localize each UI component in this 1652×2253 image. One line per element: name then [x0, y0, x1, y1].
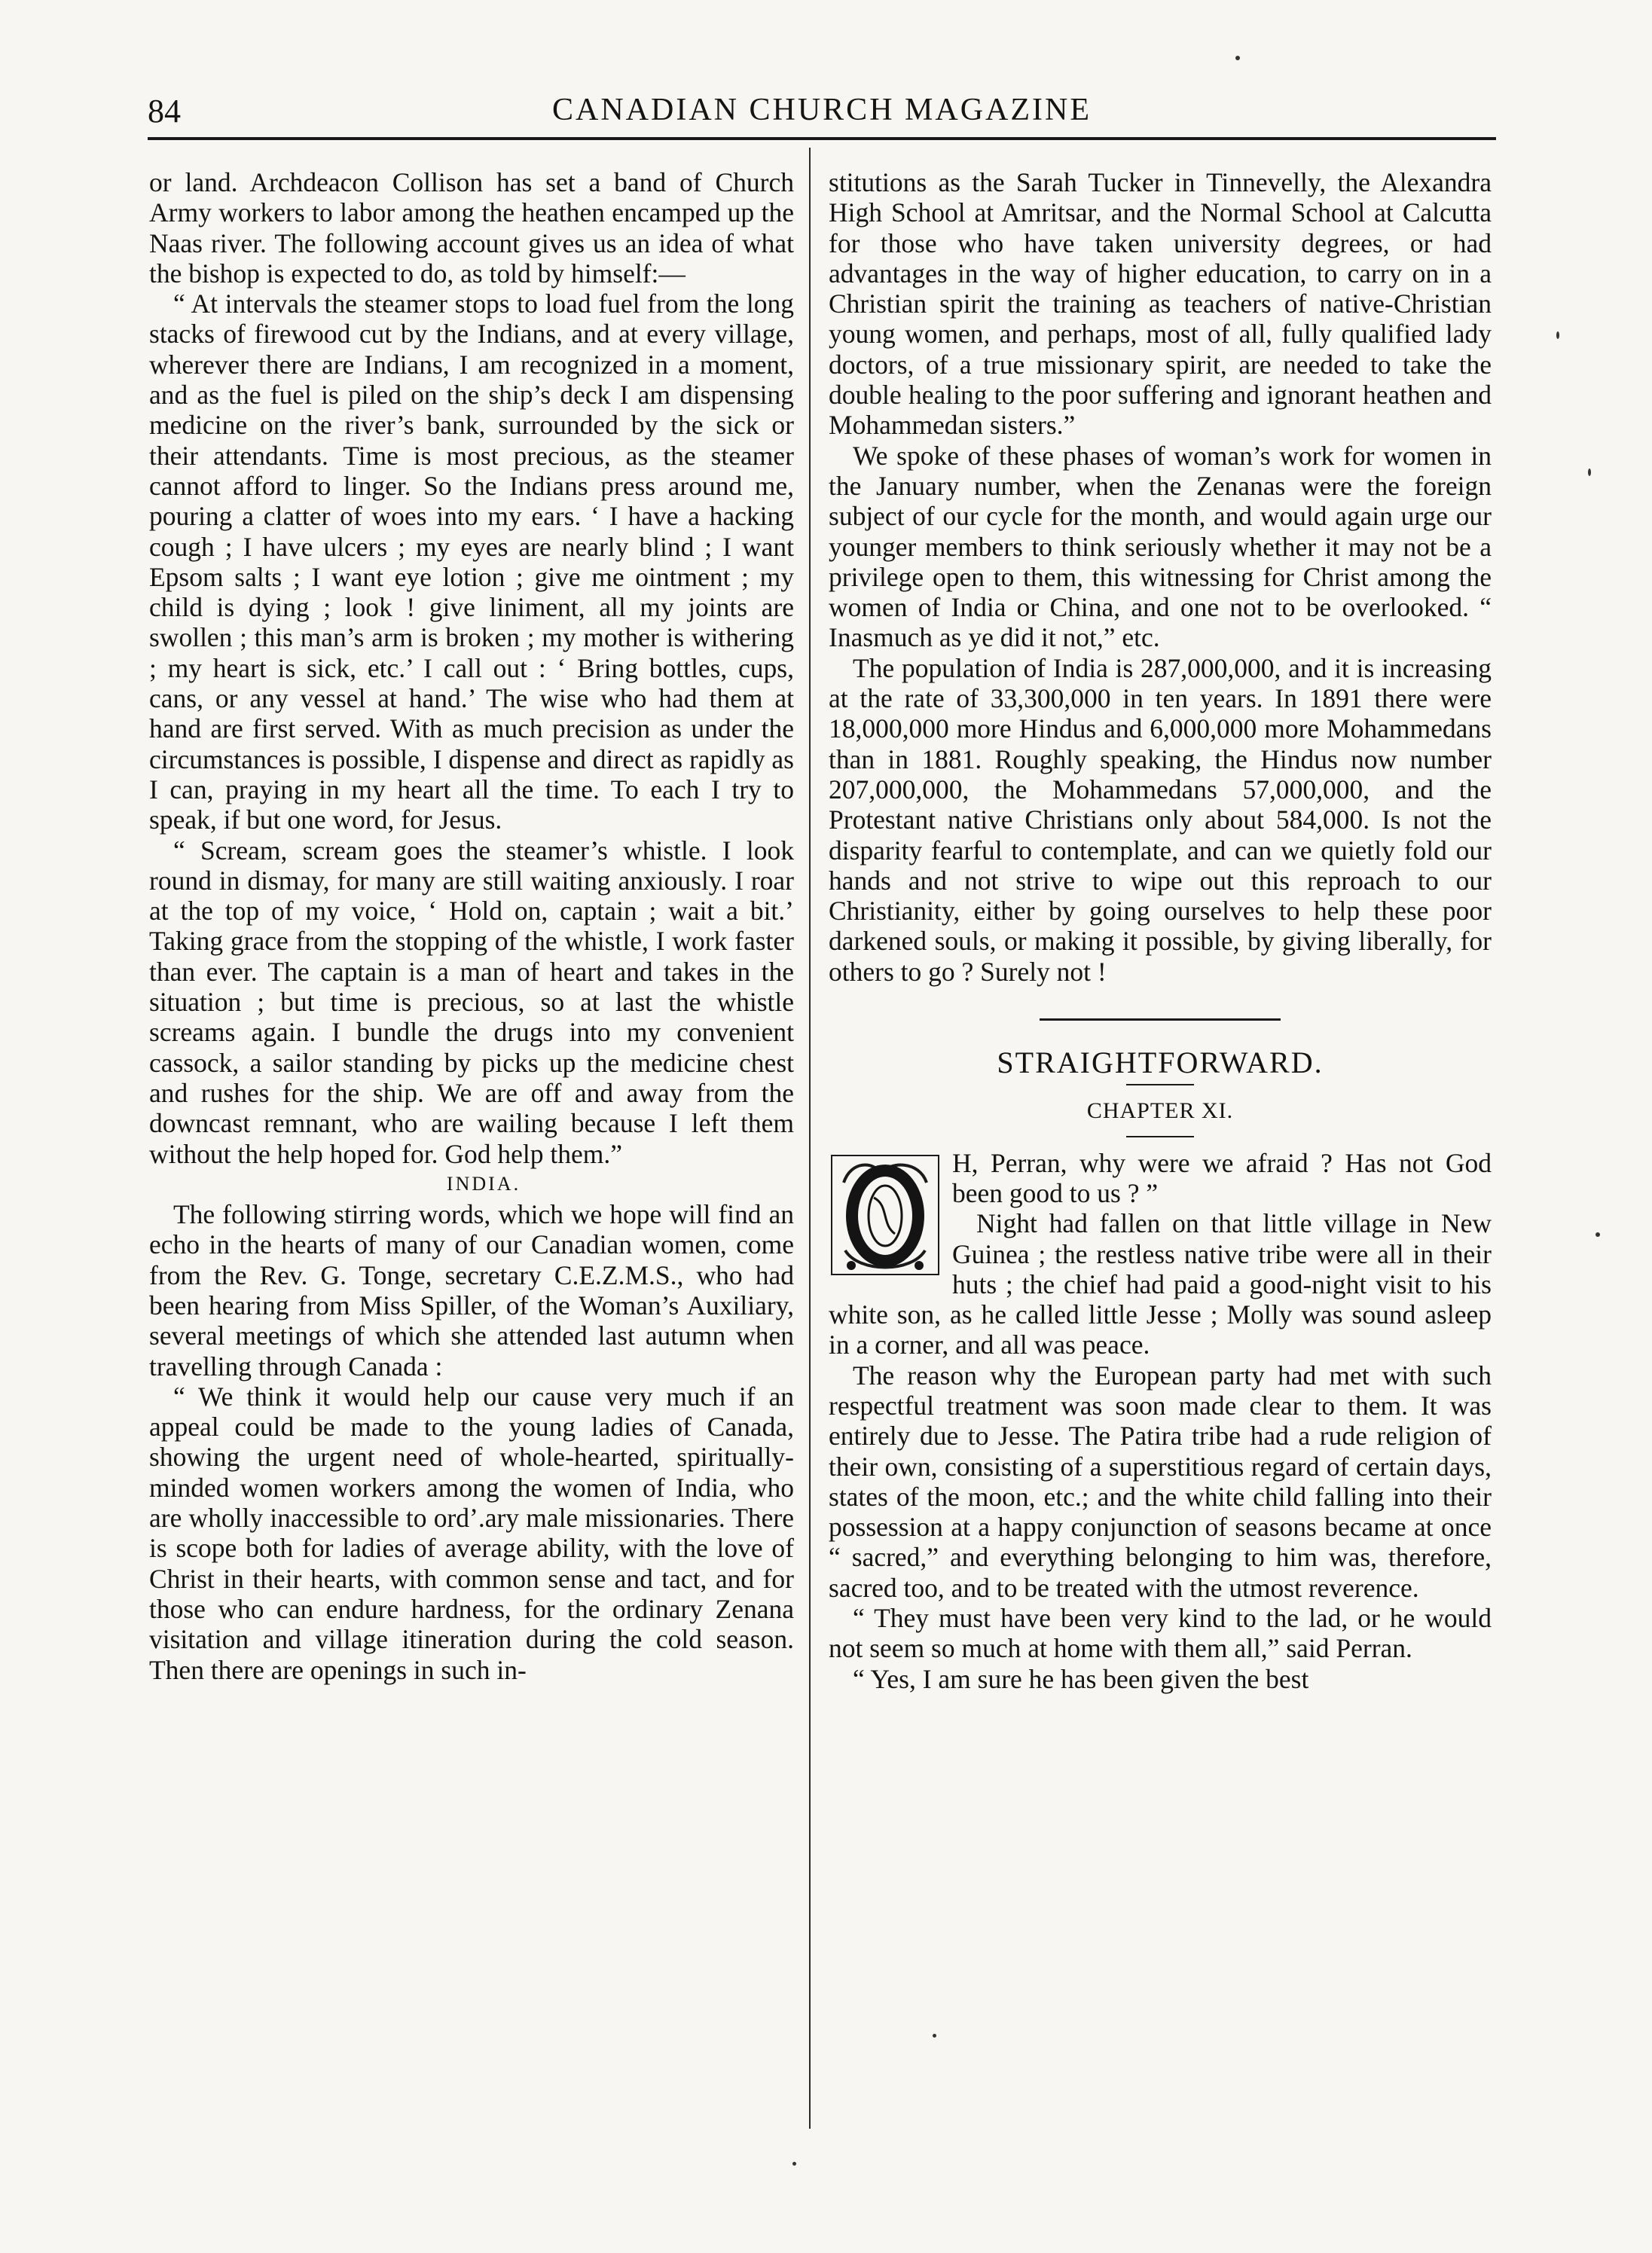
running-title: CANADIAN CHURCH MAGAZINE	[552, 93, 1092, 127]
chapter-rule	[1126, 1136, 1194, 1137]
page-number: 84	[148, 93, 181, 130]
chapter-heading: CHAPTER XI.	[1086, 1098, 1234, 1124]
paragraph: or land. Archdeacon Collison has set a band of Church Army workers to labor among the heathen encamped up the Naas river. The following account gives us an idea of what the bishop is expected to do, as told by himself:—	[149, 167, 794, 288]
scan-speck	[1596, 1232, 1600, 1237]
paragraph: “ We think it would help our cause very much if an appeal could be made to the young ladies of Canada, showing the urgent need of whole-hearted, spiritually-minded women workers among the women of India, who are wholly inaccessible to ord’.ary male missionaries. There is scope both for ladies of average ability, with the love of Christ in their hearts, with common sense and tact, and for those who can endure hardness, for the ordinary Zenana visitation and village itineration during the cold season. Then there are openings in such in-	[149, 1381, 794, 1685]
header-rule	[148, 137, 1496, 140]
paragraph: We spoke of these phases of woman’s work for women in the January number, when the Zenanas were the foreign subject of our cycle for the month, and would again urge our younger members to think seriously whether it may not be a privilege open to them, this witnessing for Christ among the women of India or China, and one not to be overlooked. “ Inasmuch as ye did it not,” etc.	[829, 440, 1492, 653]
story-title: STRAIGHTFORWARD.	[997, 1046, 1324, 1080]
page-header	[148, 89, 1496, 142]
paragraph: “ At intervals the steamer stops to load fuel from the long stacks of firewood cut by the Indians, and at every village, wherever there are Indians, I am recognized in a moment, and as the fuel is piled on the ship’s deck I am dispensing medicine on the river’s bank, surrounded by the sick or their attendants. Time is most precious, as the steamer cannot afford to linger. So the Indians press around me, pouring a clatter of woes into my ears. ‘ I have a hacking cough ; I have ulcers ; my eyes are nearly blind ; I want Epsom salts ; I want eye lotion ; give me ointment ; my child is dying ; look ! give liniment, all my joints are swollen ; this man’s arm is broken ; my mother is withering ; my heart is sick, etc.’ I call out : ‘ Bring bottles, cups, cans, or any vessel at hand.’ The wise who had them at hand are first served. With as much precision as under the circumstances is possible, I dispense and direct as rapidly as I can, praying in my heart all the time. To each I try to speak, if but one word, for Jesus.	[149, 288, 794, 835]
scan-speck	[1588, 469, 1591, 476]
paragraph: The population of India is 287,000,000, and it is increasing at the rate of 33,300,000 in ten years. In 1891 there were 18,000,000 more Hindus and 6,000,000 more Mohammedans than in 1881. Roughly speaking, the Hindus now number 207,000,000, the Mohammedans 57,000,000, and the Protestant native Christians only about 584,000. Is not the disparity fearful to contemplate, and can we quietly fold our hands and not strive to wipe out this reproach to our Christianity, either by going ourselves to help these poor darkened souls, or making it possible, by giving liberally, for others to go ? Surely not !	[829, 652, 1492, 987]
scan-speck	[1235, 56, 1240, 60]
paragraph: Night had fallen on that little village in New Guinea ; the restless native tribe were all in their huts ; the chief had paid a good-night visit to his white son, as he called little Jesse ; Molly was sound asleep in a corner, and all was peace.	[829, 1208, 1492, 1360]
paragraph: “ Yes, I am sure he has been given the best	[853, 1663, 1309, 1694]
section-divider-rule	[1040, 1018, 1281, 1021]
paragraph: “ They must have been very kind to the lad, or he would not seem so much at home with them all,” said Perran.	[829, 1603, 1492, 1664]
title-rule	[1126, 1084, 1194, 1085]
scan-speck	[1556, 331, 1559, 339]
left-column	[149, 167, 794, 1685]
paragraph: H, Perran, why were we afraid ? Has not God been good to us ? ”	[952, 1147, 1492, 1208]
right-column	[829, 167, 1492, 1694]
paragraph: stitutions as the Sarah Tucker in Tinnevelly, the Alexandra High School at Amritsar, and the Normal School at Calcutta for those who have taken university degrees, or had advantages in the way of higher education, to carry on in a Christian spirit the training as teachers of native-Christian young women, and perhaps, most of all, fully qualified lady doctors, of a true missionary spirit, are needed to take the double healing to the poor suffering and ignorant heathen and Mohammedan sisters.”	[829, 167, 1492, 441]
paragraph: The following stirring words, which we hope will find an echo in the hearts of many of our Canadian women, come from the Rev. G. Tonge, secretary C.E.Z.M.S., who had been hearing from Miss Spiller, of the Woman’s Auxiliary, several meetings of which she attended last autumn when travelling through Canada :	[149, 1199, 794, 1381]
section-heading: INDIA.	[446, 1172, 521, 1195]
scan-speck	[792, 2162, 796, 2166]
ornamental-dropcap	[829, 1152, 942, 1278]
scan-speck	[933, 2034, 936, 2038]
paragraph: “ Scream, scream goes the steamer’s whistle. I look round in dismay, for many are still waiting anxiously. I roar at the top of my voice, ‘ Hold on, captain ; wait a bit.’ Taking grace from the stopping of the whistle, I work faster than ever. The captain is a man of heart and takes in the situation ; but time is precious, so at last the whistle screams again. I bundle the drugs into my convenient cassock, a sailor standing by picks up the medicine chest and rushes for the ship. We are off and away from the downcast remnant, who are wailing because I left them without the help hoped for. God help them.”	[149, 835, 794, 1169]
paragraph: The reason why the European party had met with such respectful treatment was soon made clear to them. It was entirely due to Jesse. The Patira tribe had a rude religion of their own, consisting of a superstitious regard of certain days, states of the moon, etc.; and the white child falling into their possession at a happy conjunction of seasons became at once “ sacred,” and everything belonging to him was, therefore, sacred too, and to be treated with the utmost reverence.	[829, 1360, 1492, 1603]
column-divider	[809, 148, 811, 2129]
ornamental-letter-o-icon	[829, 1152, 942, 1278]
